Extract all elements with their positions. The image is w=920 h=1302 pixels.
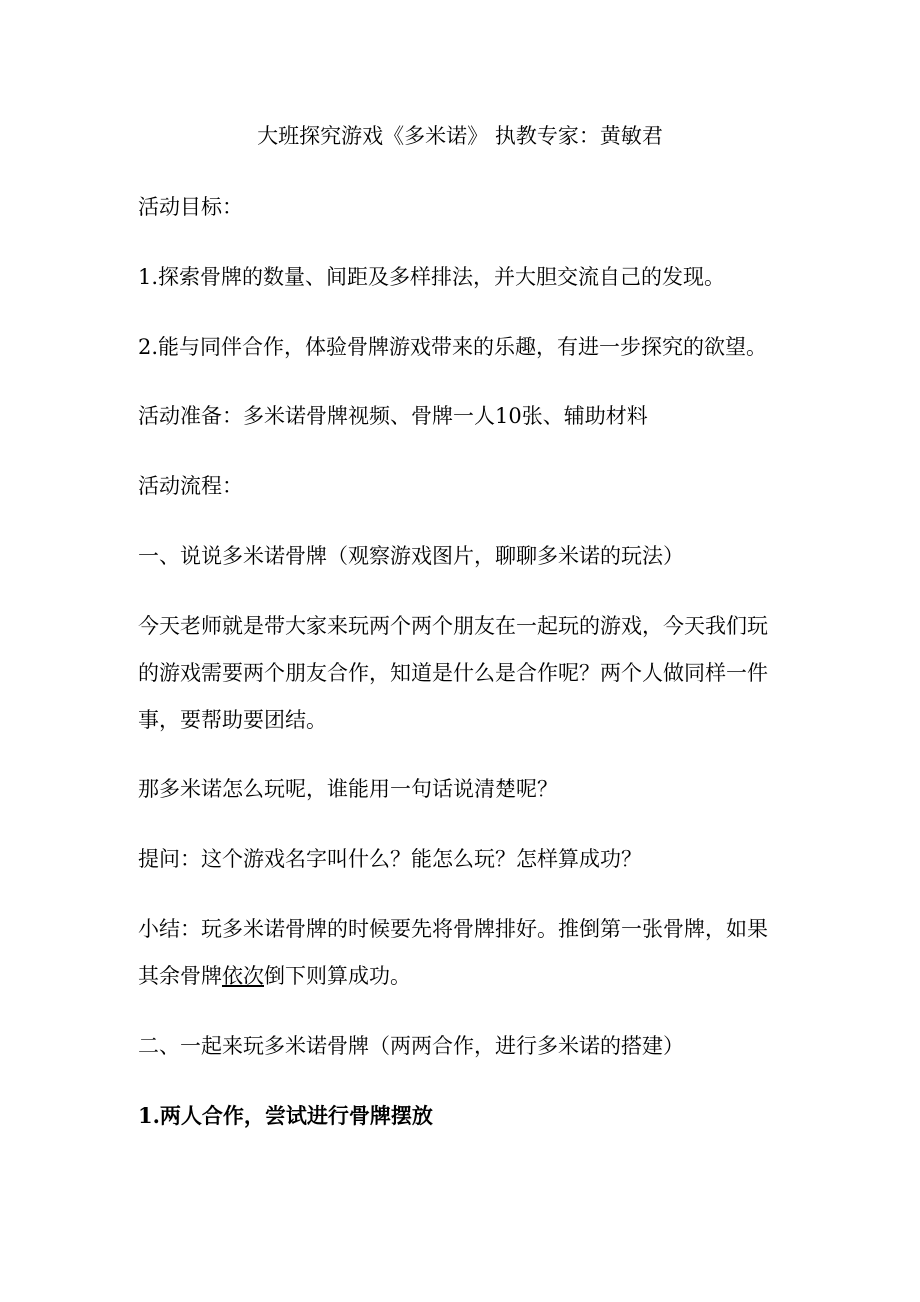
teacher-question: 提问：这个游戏名字叫什么？能怎么玩？怎样算成功？ (138, 847, 642, 871)
paragraph-line: 事，要帮助要团结。 (138, 708, 327, 732)
section-heading-2: 二、一起来玩多米诺骨牌（两两合作，进行多米诺的搭建） (138, 1034, 684, 1058)
process-heading: 活动流程： (138, 474, 243, 498)
document-title: 大班探究游戏《多米诺》 执教专家：黄敏君 (257, 124, 663, 148)
goal-item-1: 1.探索骨牌的数量、间距及多样排法，并大胆交流自己的发现。 (138, 265, 726, 289)
summary-line (138, 962, 411, 990)
goals-heading: 活动目标： (138, 195, 243, 219)
summary-text: 其余骨牌 (138, 964, 222, 988)
paragraph-line: 的游戏需要两个朋友合作，知道是什么是合作呢？两个人做同样一件 (138, 661, 768, 685)
section-heading-1: 一、说说多米诺骨牌（观察游戏图片，聊聊多米诺的玩法） (138, 544, 684, 568)
underlined-word: 依次 (222, 964, 264, 988)
paragraph-line: 今天老师就是带大家来玩两个两个朋友在一起玩的游戏，今天我们玩 (138, 614, 768, 638)
goal-item-2: 2.能与同伴合作，体验骨牌游戏带来的乐趣，有进一步探究的欲望。 (138, 335, 768, 359)
preparation-line: 活动准备：多米诺骨牌视频、骨牌一人10张、辅助材料 (138, 404, 648, 428)
paragraph-question-play: 那多米诺怎么玩呢，谁能用一句话说清楚呢？ (138, 777, 558, 801)
step-heading-1: 1.两人合作，尝试进行骨牌摆放 (138, 1103, 433, 1128)
summary-text: 倒下则算成功。 (264, 964, 411, 988)
summary-line: 小结：玩多米诺骨牌的时候要先将骨牌排好。推倒第一张骨牌，如果 (138, 917, 768, 941)
